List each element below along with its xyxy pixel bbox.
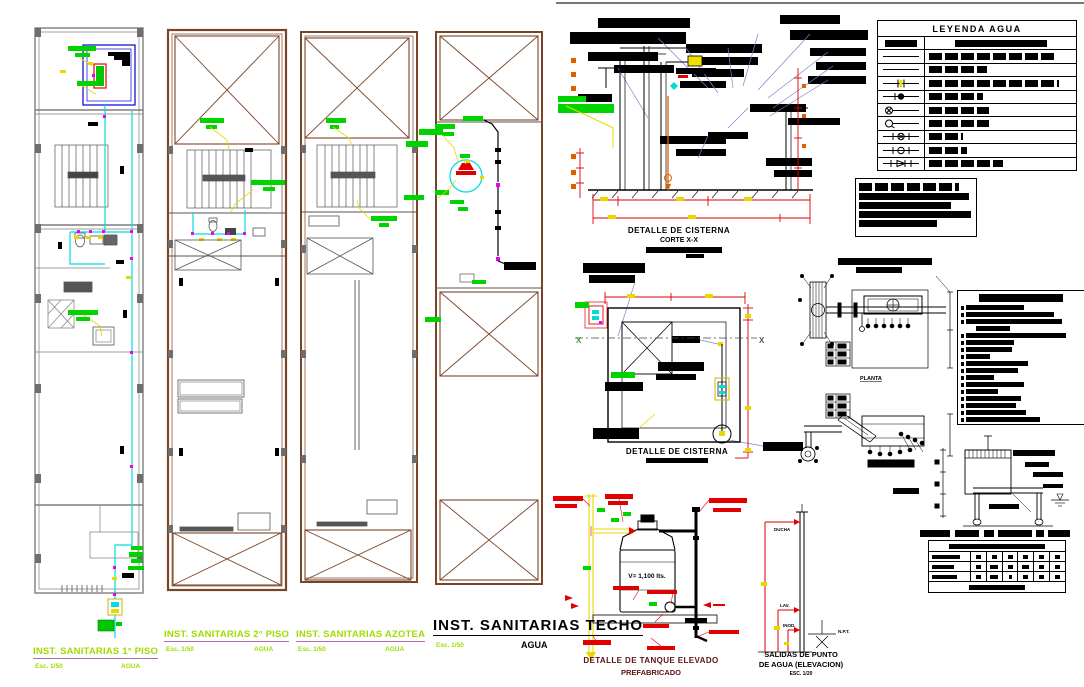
pipe-line-icon (881, 64, 921, 75)
legend-agua (877, 20, 1077, 171)
plan1-stair (55, 145, 108, 207)
fixtures-table (928, 540, 1066, 593)
floor-plan-2-piso (165, 28, 289, 594)
plan1-medium: AGUA (121, 663, 141, 670)
elev-structure (899, 432, 1069, 526)
legend-row (878, 117, 1076, 130)
plan1-water-meter (98, 599, 122, 631)
gate-valve-inline-icon (881, 131, 921, 142)
tanque-volume-label: V= 1,100 lts. (628, 573, 666, 580)
plan3-interior (307, 216, 397, 526)
fixtures-table-footer (929, 581, 1065, 592)
plan2-scale: Esc. 1/50 (166, 646, 194, 653)
salidas-drawing (738, 500, 866, 656)
plan2-columns (168, 146, 286, 533)
general-notes-box (855, 178, 977, 237)
pipe-union-yellow-icon (881, 78, 921, 89)
stray-green-label (419, 129, 443, 135)
plan1-entry-ticks (62, 585, 102, 592)
table-caption-redacted (955, 530, 979, 537)
legend-row (878, 77, 1076, 90)
cisterna-corte-subtitle: CORTE X-X (659, 237, 699, 244)
plan2-walls (168, 30, 286, 590)
salidas-label-lav: LAV. (780, 603, 790, 608)
salidas-title-line1: SALIDAS DE PUNTO (764, 650, 838, 659)
plan1-cistern-box (83, 45, 135, 105)
legend-row (878, 91, 1076, 104)
salidas-arrows (794, 519, 800, 633)
globe-valve-inline-icon (881, 145, 921, 156)
floor-plan-techo (432, 30, 550, 588)
check-valve-filled-icon (881, 91, 921, 102)
table-row (929, 552, 1065, 562)
stray-green-label (406, 141, 428, 147)
salidas-title-line2: DE AGUA (ELEVACION) (758, 660, 844, 669)
stray-green-label (425, 317, 441, 322)
legend-row (878, 144, 1076, 157)
planta-fittings (575, 302, 731, 443)
corte-dimensions (576, 68, 810, 224)
plan4-tank-circle (450, 160, 482, 192)
salidas-npt-symbol (808, 620, 836, 648)
stray-green-label (404, 195, 424, 200)
table-caption-redacted (1036, 530, 1044, 537)
legend-row (878, 64, 1076, 77)
plan4-scale: Esc. 1/50 (436, 642, 464, 649)
plan1-yellow-marks (60, 70, 131, 580)
plan1-fixtures (48, 233, 117, 345)
corte-scale-redacted-2 (686, 254, 704, 258)
cisterna-planta-title: DETALLE DE CISTERNA (625, 447, 729, 456)
legend-row (878, 158, 1076, 170)
salidas-label-inod: INOD. (783, 623, 796, 628)
salidas-label-ducha: DUCHA (774, 527, 791, 532)
table-row (929, 572, 1065, 581)
tanque-elevado-drawing (553, 478, 761, 670)
tanque-subtitle: PREFABRICADO (620, 668, 681, 677)
table-caption-redacted (1048, 530, 1070, 537)
plan1-labels-green (68, 46, 144, 570)
plan2-small-notes (179, 148, 279, 456)
plan1-scale: Esc. 1/50 (35, 663, 63, 670)
valve-title-bars (838, 258, 932, 273)
planta-scale-redacted (646, 458, 708, 463)
plan2-title: INST. SANITARIAS 2° PISO (164, 629, 290, 640)
pipe-line-icon (881, 51, 921, 62)
legend-row (878, 50, 1076, 63)
table-caption-redacted (998, 530, 1032, 537)
sheet-frame-line (556, 2, 1084, 4)
corte-annotation-bars (570, 15, 868, 177)
water-meter-icon (881, 105, 921, 116)
table-caption-redacted (920, 530, 950, 537)
corte-scale-redacted (646, 247, 722, 253)
salidas-scale: ESC. 1/20 (789, 671, 813, 677)
legend-row (878, 104, 1076, 117)
valve-planta (799, 275, 954, 369)
plan1-columns (35, 28, 143, 563)
plan3-stair (301, 145, 417, 212)
check-valve-inline-icon (881, 158, 921, 169)
plan4-labels-green (435, 116, 486, 284)
numbered-notes-box (957, 290, 1084, 425)
plan4-walls (436, 32, 542, 584)
cisterna-corte-title: DETALLE DE CISTERNA (627, 226, 731, 235)
plan2-interior (175, 240, 270, 531)
plan3-scale: Esc. 1/50 (298, 646, 326, 653)
fixtures-table-header (929, 541, 1065, 552)
plan1-title: INST. SANITARIAS 1° PISO (33, 646, 159, 657)
planta-section-marker-right: X (759, 336, 765, 345)
salidas-label-npt: N.P.T. (838, 629, 850, 634)
legend-header-symbol-col (878, 37, 925, 49)
pipe-elevation-drawing (893, 428, 1084, 532)
plan2-bath (191, 210, 265, 241)
legend-header-row (878, 37, 1076, 50)
cisterna-corte-drawing (558, 8, 870, 258)
table-row (929, 562, 1065, 572)
legend-header-desc-col (925, 40, 1076, 47)
floor-plan-1-piso (30, 26, 148, 644)
floor-plan-azotea (297, 30, 423, 586)
plan3-title: INST. SANITARIAS AZOTEA (296, 629, 426, 640)
valve-planta-label: PLANTA (860, 376, 882, 382)
planta-section-marker-left: X (576, 336, 582, 345)
cisterna-planta-drawing (575, 262, 810, 468)
tanque-title: DETALLE DE TANQUE ELEVADO (583, 656, 719, 665)
plan4-pipe (484, 120, 536, 270)
plan4-medium: AGUA (521, 640, 548, 650)
plan2-labels-green (200, 118, 285, 212)
legend-row (878, 131, 1076, 144)
stop-valve-icon (881, 118, 921, 129)
plan3-medium: AGUA (385, 646, 405, 653)
table-caption-redacted (984, 530, 994, 537)
plan2-medium: AGUA (254, 646, 274, 653)
planta-annotation-bars (583, 263, 803, 451)
plan1-small-notes (58, 122, 134, 578)
elev-annotation-bars (893, 450, 1063, 509)
plan4-title: INST. SANITARIAS TECHO (433, 617, 644, 634)
legend-title: LEYENDA AGUA (878, 21, 1076, 37)
